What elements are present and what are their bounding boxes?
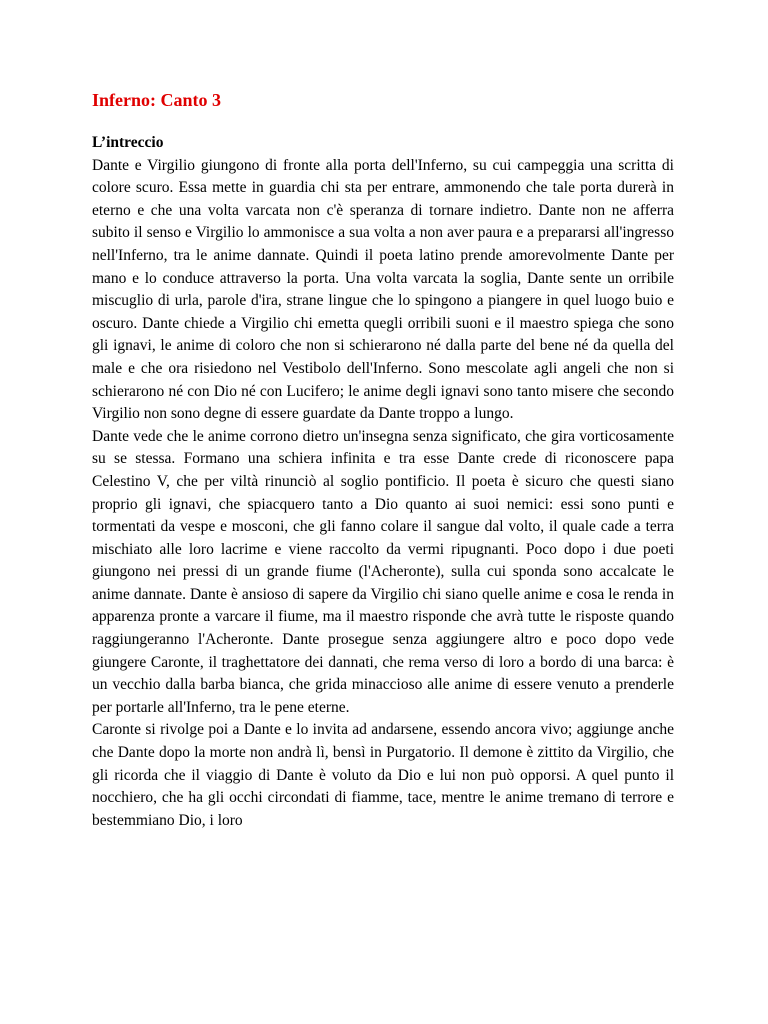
document-title: Inferno: Canto 3 (92, 90, 221, 110)
paragraph-3: Caronte si rivolge poi a Dante e lo invita ad andarsene, essendo ancora vivo; aggiunge anche che Dante dopo la morte non andrà lì, bensì in Purgatorio. Il demone è zittito da Virgilio, che gli ricorda che il viaggio di Dante è voluto da Dio e lui non può opporsi. A quel punto il nocchiero, che ha gli occhi circondati di fiamme, tace, mentre le anime tremano di terrore e bestemmiano Dio, i loro (92, 721, 674, 829)
paragraph-2: Dante vede che le anime corrono dietro un'insegna senza significato, che gira vorticosamente su se stessa. Formano una schiera infinita e tra esse Dante crede di riconoscere papa Celestino V, che per viltà rinunciò al soglio pontificio. Il poeta è sicuro che questi siano proprio gli ignavi, che spiacquero tanto a Dio quanto ai suoi nemici: essi sono punti e tormentati da vespe e mosconi, che gli fanno colare il sangue dal volto, il quale cade a terra mischiato alle loro lacrime e viene raccolto da vermi ripugnanti. Poco dopo i due poeti giungono nei pressi di un grande fiume (l'Acheronte), sulla cui sponda sono accalcate le anime dannate. Dante è ansioso di sapere da Virgilio chi siano quelle anime e cosa le renda in apparenza pronte a varcare il fiume, ma il maestro risponde che avrà tutte le risposte quando raggiungeranno l'Acheronte. Dante prosegue senza aggiungere altro e poco dopo vede giungere Caronte, il traghettatore dei dannati, che rema verso di loro a bordo di una barca: è un vecchio dalla barba bianca, che grida minaccioso alle anime di essere venuto a prenderle per portarle all'Inferno, tra le pene eterne. (92, 427, 674, 716)
document-page (92, 88, 674, 832)
paragraph-1: Dante e Virgilio giungono di fronte alla porta dell'Inferno, su cui campeggia una scritta di colore scuro. Essa mette in guardia chi sta per entrare, ammonendo che tale porta durerà in eterno e che una volta varcata non c'è speranza di tornare indietro. Dante non ne afferra subito il senso e Virgilio lo ammonisce a sua volta a non aver paura e a prepararsi all'ingresso nell'Inferno, tra le anime dannate. Quindi il poeta latino prende amorevolmente Dante per mano e lo conduce attraverso la porta. Una volta varcata la soglia, Dante sente un orribile miscuglio di urla, parole d'ira, strane lingue che lo spingono a piangere in quel luogo buio e oscuro. Dante chiede a Virgilio chi emetta quegli orribili suoni e il maestro spiega che sono gli ignavi, le anime di coloro che non si schierarono né dalla parte del bene né da quella del male e che ora risiedono nel Vestibolo dell'Inferno. Sono mescolate agli angeli che non si schierarono né con Dio né con Lucifero; le anime degli ignavi sono tanto misere che secondo Virgilio non sono degne di essere guardate da Dante troppo a lungo. (92, 156, 674, 423)
section-heading: L’intreccio (92, 134, 164, 151)
